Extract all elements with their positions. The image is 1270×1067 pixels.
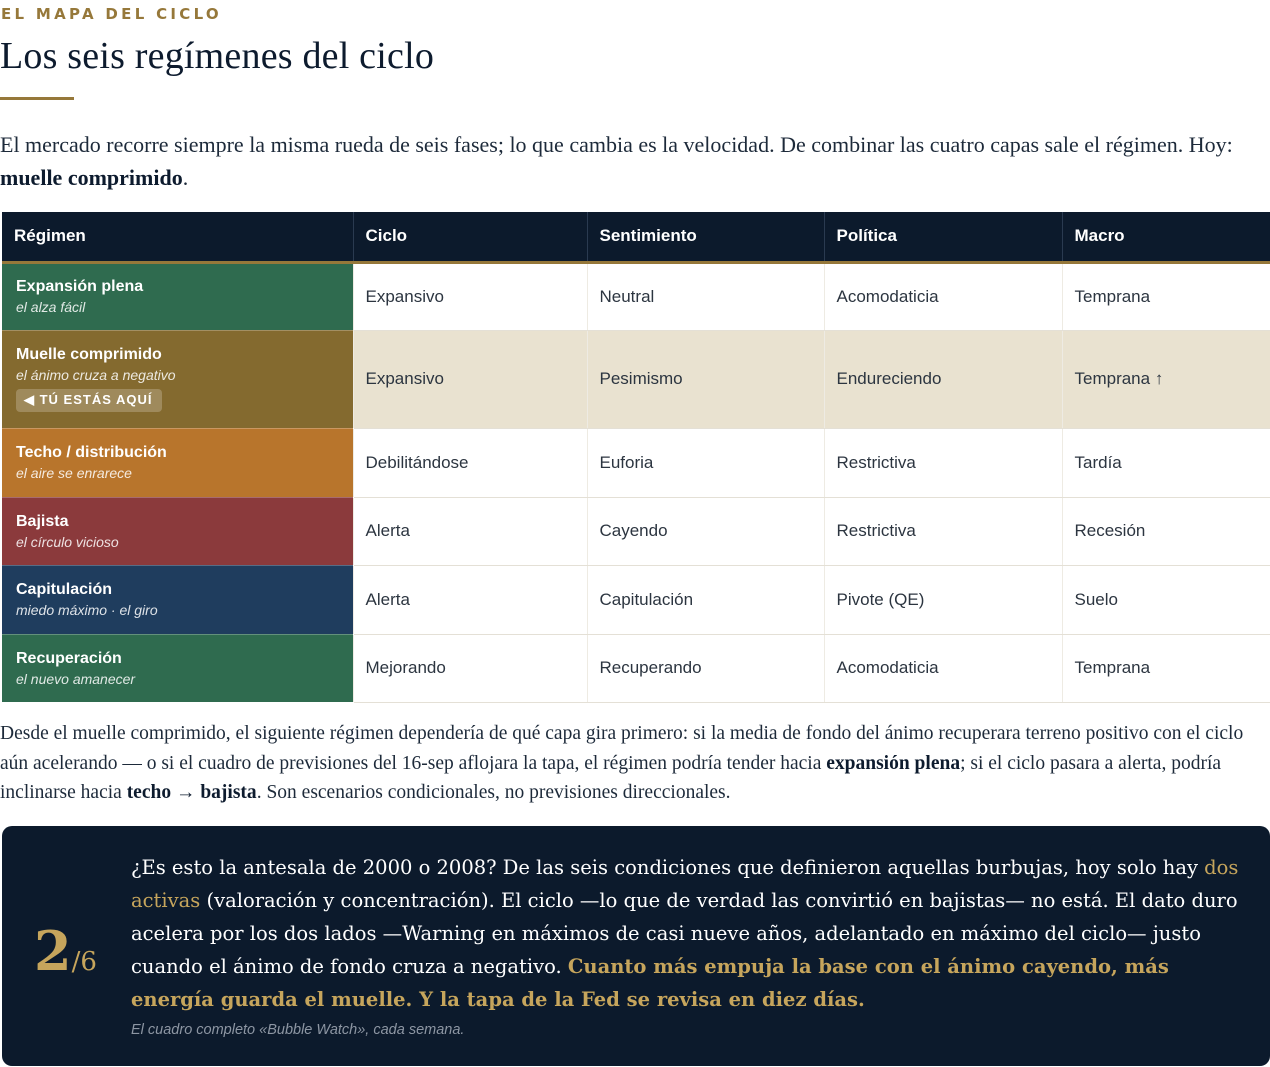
cell-macro: Temprana (1062, 634, 1270, 702)
regime-name: Techo / distribución (16, 444, 167, 461)
table-row (2, 497, 1270, 565)
cell-macro: Temprana ↑ (1062, 330, 1270, 428)
you-are-here-badge: ◀ TÚ ESTÁS AQUÍ (16, 389, 162, 412)
table-row (2, 634, 1270, 702)
regime-table (2, 212, 1270, 703)
cell-ciclo: Alerta (353, 497, 587, 565)
cell-sentimiento: Neutral (587, 262, 824, 330)
intro-end: . (182, 165, 189, 190)
regime-cell (2, 634, 353, 702)
cell-ciclo: Expansivo (353, 330, 587, 428)
regime-name: Recuperación (16, 649, 122, 667)
active-conditions: dos activas (131, 856, 1239, 912)
bubble-watch-card (2, 826, 1270, 1066)
regime-cell (2, 497, 353, 565)
regime-subtitle: miedo máximo · el giro (16, 602, 158, 618)
cell-sentimiento: Pesimismo (587, 330, 824, 428)
regime-name: Muelle comprimido (16, 346, 162, 363)
cell-politica: Endureciendo (824, 330, 1062, 428)
cell-politica: Pivote (QE) (824, 565, 1062, 634)
cell-sentimiento: Recuperando (587, 634, 824, 702)
scenario-expansion: expansión plena (826, 752, 961, 774)
page-title: Los seis regímenes del ciclo (0, 35, 435, 77)
closing-text-2: ; si el ciclo pasara a alerta, podría inclinarse hacia (0, 752, 1222, 803)
regime-subtitle: el círculo vicioso (16, 533, 119, 550)
col-header-politica: Política (824, 212, 1062, 262)
regime-cell (2, 262, 353, 330)
regime-name: Expansión plena (16, 278, 144, 295)
cell-politica: Acomodaticia (824, 634, 1062, 702)
score-number: 2 (34, 919, 72, 983)
score-denominator: /6 (71, 947, 97, 977)
col-header-sentimiento: Sentimiento (587, 212, 824, 262)
col-header-macro: Macro (1062, 212, 1270, 262)
table-row (2, 262, 1270, 330)
col-header-ciclo: Ciclo (353, 212, 587, 262)
current-regime-highlight: muelle comprimido (0, 165, 183, 190)
eyebrow: EL MAPA DEL CICLO (1, 5, 222, 23)
regime-subtitle: el ánimo cruza a negativo (16, 367, 176, 383)
cell-macro: Recesión (1062, 497, 1270, 565)
cell-politica: Restrictiva (824, 428, 1062, 497)
cell-ciclo: Mejorando (353, 634, 587, 702)
closing-paragraph (0, 719, 1270, 808)
intro-text: El mercado recorre siempre la misma rueda de seis fases; lo que cambia es la velocidad. De combinar las cuatro capas sale el régimen. Hoy: (0, 132, 1233, 157)
card-emphasis: Cuanto más empuja la base con el ánimo cayendo, más energía guarda el muelle. Y la tapa de la Fed se revisa en diez días. (131, 955, 1169, 1011)
card-text-1: ¿Es esto la antesala de 2000 o 2008? De las seis condiciones que definieron aquellas burbujas, hoy solo hay (131, 856, 1205, 879)
regime-cell (2, 428, 353, 497)
cell-sentimiento: Euforia (587, 428, 824, 497)
closing-text-1: Desde el muelle comprimido, el siguiente régimen dependería de qué capa gira primero: si la media de fondo del ánimo recuperara terreno positivo con el ciclo aún acelerando — o si el cuadro de previsiones del 16-sep aflojara la tapa, el régimen podría tender hacia (0, 723, 1244, 774)
cell-sentimiento: Capitulación (587, 565, 824, 634)
table-row-current (2, 330, 1270, 428)
title-rule (0, 97, 74, 100)
card-footer: El cuadro completo «Bubble Watch», cada semana. (131, 1022, 465, 1038)
bubble-score (34, 919, 97, 983)
regime-cell (2, 565, 353, 634)
card-text (131, 851, 1246, 1016)
card-text-2: (valoración y concentración). El ciclo —lo que de verdad las convirtió en bajistas— no está. El dato duro acelera por los dos lados —Warning en máximos de casi nueve años, adelantado en máximo del ciclo— justo cuando el ánimo de fondo cruza a negativo. (131, 889, 1238, 978)
cell-macro: Suelo (1062, 565, 1270, 634)
table-header-row (2, 212, 1270, 262)
cell-ciclo: Alerta (353, 565, 587, 634)
intro-paragraph (0, 128, 1262, 194)
regime-cell (2, 330, 353, 428)
table-row (2, 565, 1270, 634)
cell-politica: Acomodaticia (824, 262, 1062, 330)
regime-subtitle: el nuevo amanecer (16, 670, 136, 687)
regime-name: Capitulación (16, 581, 113, 598)
cell-ciclo: Expansivo (353, 262, 587, 330)
regime-name: Bajista (16, 512, 69, 530)
col-header-regimen: Régimen (2, 212, 353, 262)
closing-text-3: . Son escenarios condicionales, no previsiones direccionales. (256, 782, 731, 803)
table-row (2, 428, 1270, 497)
regime-subtitle: el aire se enrarece (16, 465, 132, 481)
scenario-techo-bajista: techo → bajista (126, 782, 257, 803)
cell-macro: Temprana (1062, 262, 1270, 330)
regime-subtitle: el alza fácil (16, 299, 86, 315)
cell-politica: Restrictiva (824, 497, 1062, 565)
cell-sentimiento: Cayendo (587, 497, 824, 565)
cell-macro: Tardía (1062, 428, 1270, 497)
cell-ciclo: Debilitándose (353, 428, 587, 497)
